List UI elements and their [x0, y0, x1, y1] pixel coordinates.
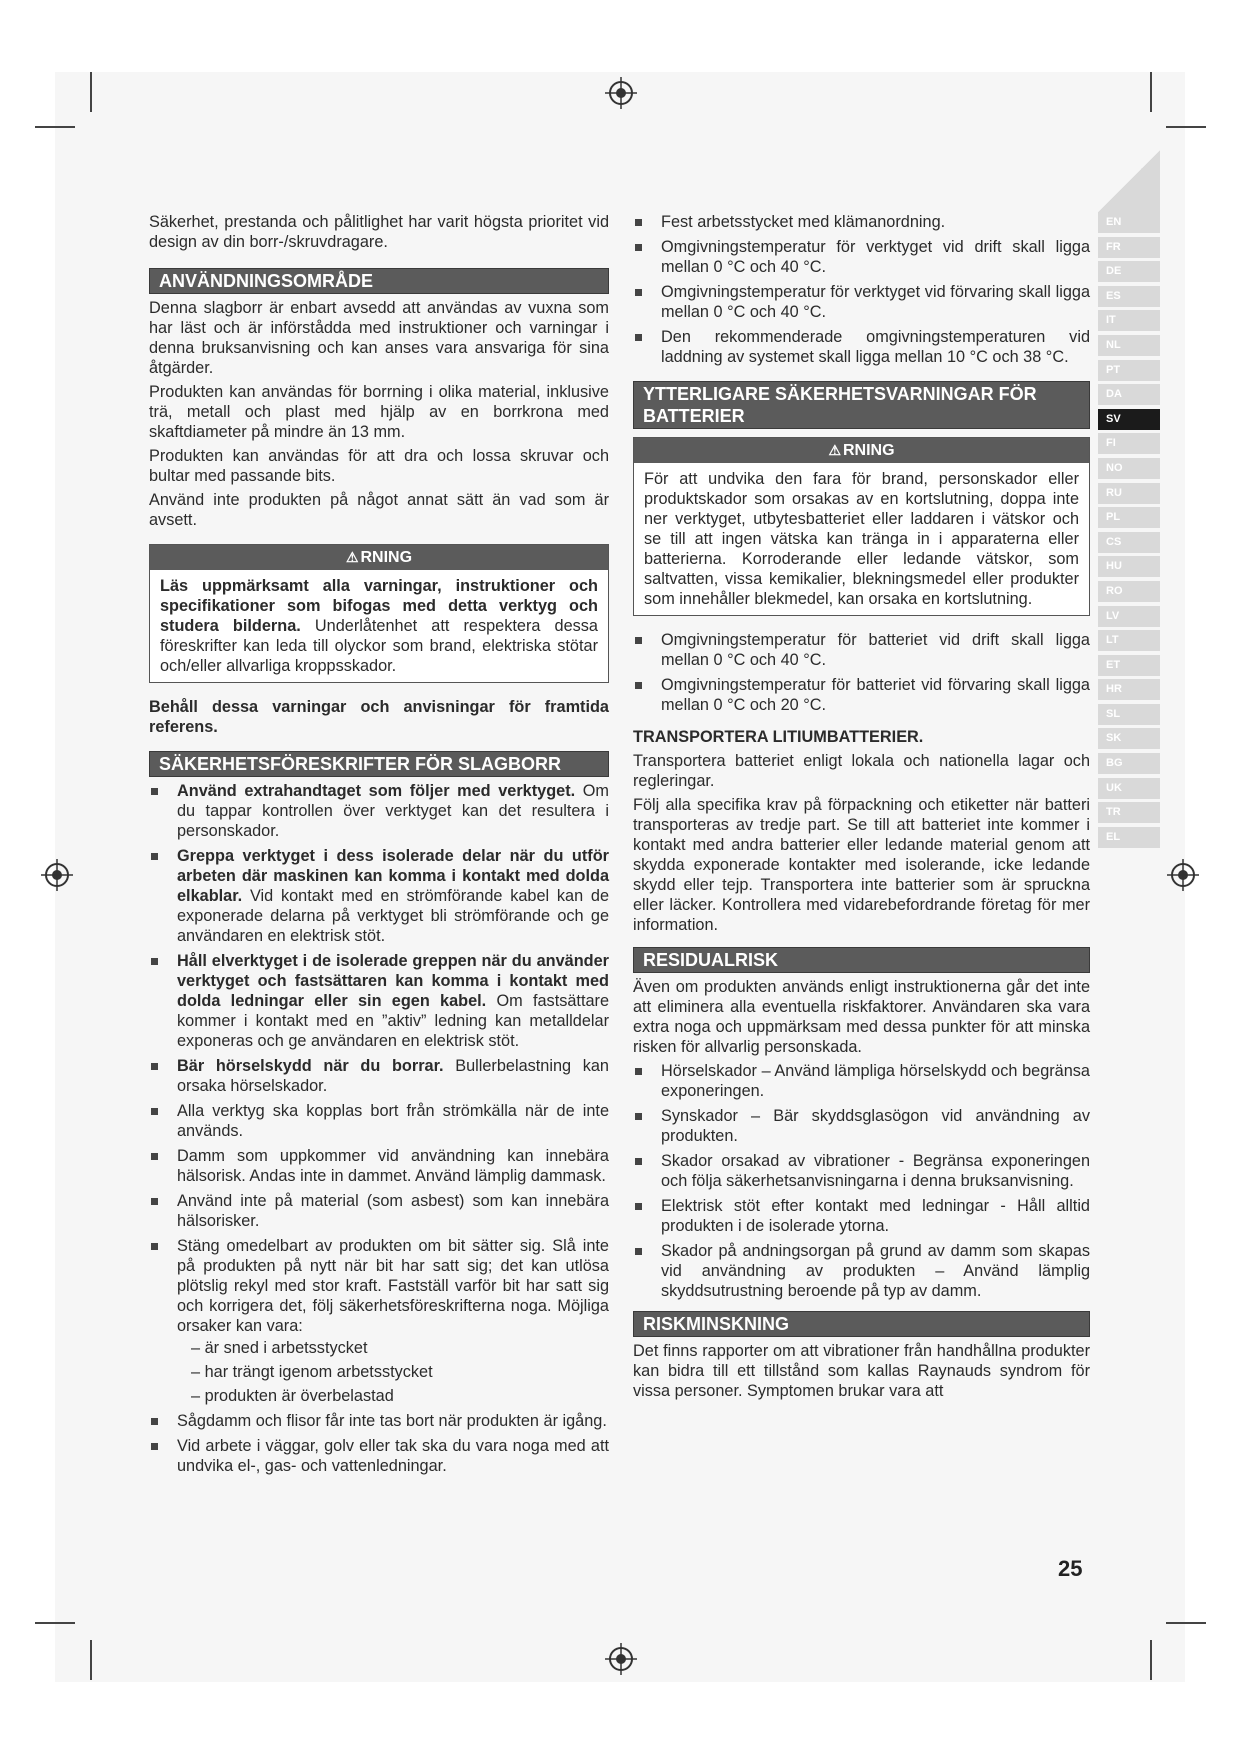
list-item: Damm som uppkommer vid användning kan innebära hälsorisk. Andas inte in dammet. Använd lämplig dammask.	[149, 1146, 609, 1186]
paragraph: Transportera batteriet enligt lokala och nationella lagar och regleringar.	[633, 752, 1090, 790]
registration-mark-icon	[604, 1642, 638, 1676]
section-heading-residualrisk: RESIDUALRISK	[633, 947, 1090, 973]
dash-item: – produkten är överbelastad	[191, 1387, 394, 1405]
language-tab: EN	[1098, 212, 1160, 233]
language-tab: DE	[1098, 261, 1160, 282]
list-item: Omgivningstemperatur för batteriet vid förvaring skall ligga mellan 0 °C och 20 °C.	[633, 675, 1090, 715]
warning-header: ⚠ RNING	[634, 438, 1089, 463]
paragraph: Använd inte produkten på något annat sätt än vad som är avsett.	[149, 491, 609, 529]
page-number: 25	[1058, 1556, 1083, 1581]
crop-mark	[1166, 1622, 1206, 1624]
keep-instructions-text: Behåll dessa varningar och anvisningar för framtida referens.	[149, 698, 609, 736]
paragraph: Följ alla specifika krav på förpackning och etiketter när batteri transporteras av tredje part. Se till att batteriet inte kommer i kontakt med andra batterier eller ledande material genom att skydda exponerade kontakter med isolerande, icke ledande skydd eller tejp. Transportera inte batterier som är spruckna eller läcker. Kontrollera med vidarebefordrande företag för mer information.	[633, 796, 1090, 934]
paragraph: Denna slagborr är enbart avsedd att användas av vuxna som har läst och är införstådda med instruktioner och varningar i denna bruksanvisning och kan anses vara ansvariga för sina åtgärder.	[149, 299, 609, 377]
language-tab: IT	[1098, 310, 1160, 331]
section-heading-slagborr: SÄKERHETSFÖRESKRIFTER FÖR SLAGBORR	[149, 751, 609, 777]
transport-heading: TRANSPORTERA LITIUMBATTERIER.	[633, 728, 924, 746]
language-tab: ET	[1098, 655, 1160, 676]
warning-box	[149, 544, 609, 683]
list-item: Omgivningstemperatur för batteriet vid drift skall ligga mellan 0 °C och 40 °C.	[633, 630, 1090, 670]
list-item: Sågdamm och flisor får inte tas bort när produkten är igång.	[149, 1411, 609, 1431]
language-tab: ES	[1098, 286, 1160, 307]
list-item: Omgivningstemperatur för verktyget vid drift skall ligga mellan 0 °C och 40 °C.	[633, 237, 1090, 277]
crop-mark	[1166, 126, 1206, 128]
list-item: Greppa verktyget i dess isolerade delar när du utför arbeten där maskinen kan komma i kontakt med dolda elkablar. Vid kontakt med en strömförande kabel kan de exponerade delarna på verktyget bli strömförande och ge användaren en elektrisk stöt.	[149, 846, 609, 946]
dash-item: – är sned i arbetsstycket	[191, 1339, 368, 1357]
language-tab: SL	[1098, 704, 1160, 725]
registration-mark-icon	[1166, 858, 1200, 892]
language-tab: NL	[1098, 335, 1160, 356]
warning-triangle-icon: ⚠	[828, 442, 841, 458]
list-item: Skador orsakad av vibrationer - Begränsa exponeringen och följa säkerhetsanvisningarna i denna bruksanvisning.	[633, 1151, 1090, 1191]
section-heading-batterier: YTTERLIGARE SÄKERHETSVARNINGAR FÖR BATTERIER	[633, 381, 1090, 429]
registration-mark-icon	[40, 858, 74, 892]
paragraph: Även om produkten används enligt instruktionerna går det inte att eliminera alla eventuella riskfaktorer. Användaren ska vara extra noga och uppmärksam med dessa punkter för att minska risken för allvarlig personskada.	[633, 978, 1090, 1056]
crop-mark	[35, 126, 75, 128]
crop-mark	[1150, 72, 1152, 112]
battery-temperature-list	[633, 630, 1090, 715]
crop-mark	[90, 72, 92, 112]
language-tab: NO	[1098, 458, 1160, 479]
dash-list	[177, 1338, 609, 1406]
crop-mark	[90, 1640, 92, 1680]
intro-text: Säkerhet, prestanda och pålitlighet har varit högsta prioritet vid design av din borr-/skruvdragare.	[149, 213, 609, 251]
crop-mark	[35, 1622, 75, 1624]
language-tab: PL	[1098, 507, 1160, 528]
list-item: Fest arbetsstycket med klämanordning.	[633, 212, 1090, 232]
list-item: Bär hörselskydd när du borrar. Bullerbelastning kan orsaka hörselskador.	[149, 1056, 609, 1096]
warning-header: ⚠ RNING	[150, 545, 608, 570]
right-column	[633, 212, 1090, 1405]
language-tab: PT	[1098, 360, 1160, 381]
language-tab: CS	[1098, 532, 1160, 553]
list-item: Håll elverktyget i de isolerade greppen när du använder verktyget och fastsättaren kan komma i kontakt med dolda ledningar eller sin egen kabel. Om fastsättare kommer i kontakt med en ”aktiv” ledning kan metalldelar exponeras och ge användaren en elektrisk stöt.	[149, 951, 609, 1051]
language-tab: UK	[1098, 778, 1160, 799]
language-tab-active: SV	[1098, 409, 1160, 430]
section-heading-riskminskning: RISKMINSKNING	[633, 1311, 1090, 1337]
crop-mark	[1150, 1640, 1152, 1680]
list-item: Använd inte på material (som asbest) som kan innebära hälsorisker.	[149, 1191, 609, 1231]
list-item: Den rekommenderade omgivningstemperaturen vid laddning av systemet skall ligga mellan 10 °C och 38 °C.	[633, 327, 1090, 367]
residual-risk-list	[633, 1061, 1090, 1301]
language-tab: HR	[1098, 679, 1160, 700]
language-tab: EL	[1098, 827, 1160, 848]
language-tab: DA	[1098, 384, 1160, 405]
warning-body: För att undvika den fara för brand, personskador eller produktskador som orsakas av en kortslutning, doppa inte ner verktyget, utbytesbatteriet eller laddaren i vätskor och se till att ingen vätska kan tränga in i apparaterna eller batterierna. Korroderande eller ledande vätskor, som saltvatten, vissa kemikalier, blekningsmedel eller produkter som innehåller blekmedel, kan orsaka en kortslutning.	[644, 470, 1079, 608]
language-tab: RO	[1098, 581, 1160, 602]
paragraph: Det finns rapporter om att vibrationer från handhållna produkter kan bidra till ett tillstånd som kallas Raynauds syndrom för vissa personer. Symptomen brukar vara att	[633, 1342, 1090, 1400]
language-tab: RU	[1098, 483, 1160, 504]
section-heading-anvandning: ANVÄNDNINGSOMRÅDE	[149, 268, 609, 294]
language-tabs	[1098, 212, 1160, 851]
list-item: Stäng omedelbart av produkten om bit sätter sig. Slå inte på produkten på nytt när bit har satt sig; det kan utlösa plötslig rekyl med stor kraft. Fastställ varför bit har satt sig och korrigera det, följ säkerhetsföreskrifterna noga. Möjliga orsaker kan vara: – är sned i arbetsstycket – har trängt igenom arbetsstycket – produkten är överbelastad	[149, 1236, 609, 1406]
language-tab: BG	[1098, 753, 1160, 774]
list-item: Alla verktyg ska kopplas bort från strömkälla när de inte används.	[149, 1101, 609, 1141]
language-tab: HU	[1098, 556, 1160, 577]
dash-item: – har trängt igenom arbetsstycket	[191, 1363, 433, 1381]
language-tab: FR	[1098, 237, 1160, 258]
temperature-list	[633, 212, 1090, 367]
battery-warning-box	[633, 437, 1090, 616]
list-item: Synskador – Bär skyddsglasögon vid användning av produkten.	[633, 1106, 1090, 1146]
language-tab: LT	[1098, 630, 1160, 651]
list-item: Använd extrahandtaget som följer med verktyget. Om du tappar kontrollen över verktyget kan det resultera i personskador.	[149, 781, 609, 841]
language-tab: FI	[1098, 433, 1160, 454]
language-tab: TR	[1098, 802, 1160, 823]
left-column	[149, 212, 609, 1481]
list-item: Elektrisk stöt efter kontakt med ledningar - Håll alltid produkten i de isolerade ytorna.	[633, 1196, 1090, 1236]
list-item: Omgivningstemperatur för verktyget vid förvaring skall ligga mellan 0 °C och 40 °C.	[633, 282, 1090, 322]
paragraph: Produkten kan användas för borrning i olika material, inklusive trä, metall och plast med hjälp av en borrkrona med skaftdiameter på mindre än 13 mm.	[149, 383, 609, 441]
warning-triangle-icon: ⚠	[345, 549, 359, 565]
paragraph: Produkten kan användas för att dra och lossa skruvar och bultar med passande bits.	[149, 447, 609, 485]
list-item: Vid arbete i väggar, golv eller tak ska du vara noga med att undvika el-, gas- och vattenledningar.	[149, 1436, 609, 1476]
list-item: Hörselskador – Använd lämpliga hörselskydd och begränsa exponeringen.	[633, 1061, 1090, 1101]
language-tab: SK	[1098, 728, 1160, 749]
language-tab: LV	[1098, 606, 1160, 627]
safety-list	[149, 781, 609, 1476]
warning-body: Läs uppmärksamt alla varningar, instruktioner och specifikationer som bifogas med detta verktyg och studera bilderna. Underlåtenhet att respektera dessa föreskrifter kan leda till olyckor som brand, elektriska stötar och/eller allvarliga kroppsskador.	[160, 577, 598, 675]
tab-decoration	[1098, 150, 1160, 212]
registration-mark-icon	[604, 76, 638, 110]
list-item: Skador på andningsorgan på grund av damm som skapas vid användning av produkten – Använd lämplig skyddsutrustning beroende på typ av damm.	[633, 1241, 1090, 1301]
